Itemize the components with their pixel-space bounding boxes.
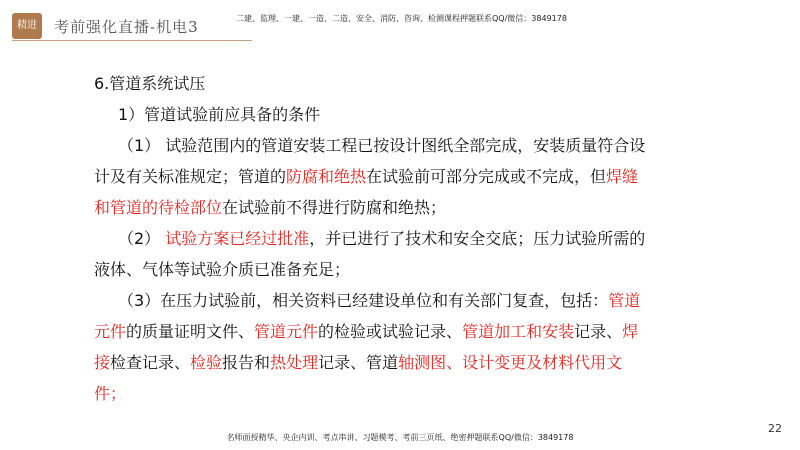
section-title: 6.管道系统试压: [94, 74, 206, 93]
condition-item-2: [94, 223, 654, 285]
item3-highlight-3: 管道加工和安装: [462, 322, 575, 341]
subsection-title: 1）管道试验前应具备的条件: [118, 105, 321, 124]
item2-text-1: （2）: [118, 229, 166, 248]
item1-highlight-2: 焊缝和管道的待检部位: [94, 167, 639, 217]
footer-promo-text: 名师面授精华、央企内训、考点串讲、习题模考、考前三页纸、绝密押题联系QQ/微信：3849178: [226, 433, 574, 442]
item1-text-3: 在试验前不得进行防腐和绝热；: [222, 198, 447, 217]
item3-text-3: 的检验或试验记录、: [318, 322, 463, 341]
item3-highlight-2: 管道元件: [254, 322, 319, 341]
item1-text-1: （1） 试验范围内的管道安装工程已按设计图纸全部完成，安装质量符合设计及有关标准规定；管道的: [94, 136, 646, 186]
condition-item-3: [94, 285, 654, 409]
condition-item-1: [94, 130, 654, 223]
item3-text-2: 的质量证明文件、: [126, 322, 255, 341]
header-promo-text: 二建、监理、一建、一造、二造、安全、消防、咨询、检测课程押题联系QQ/微信：3849178: [236, 14, 567, 23]
header-divider: [12, 40, 252, 41]
item2-text-2: ，并已进行了技术和安全交底；压力试验所需的液体、气体等试验介质已准备充足；: [94, 229, 646, 279]
item1-text-2: 在试验前可部分完成或不完成，但: [366, 167, 607, 186]
page-number: 22: [768, 422, 782, 435]
item3-highlight-1: 管道元件: [94, 291, 641, 341]
item3-highlight-5: 检验: [190, 353, 223, 372]
item3-highlight-6: 热处理: [270, 353, 319, 372]
item2-highlight-1: 试验方案已经过批准: [165, 229, 310, 248]
logo-badge: 精进: [12, 13, 42, 39]
item3-text-1: （3）在压力试验前，相关资料已经建设单位和有关部门复查，包括：: [118, 291, 609, 310]
item3-text-6: 报告和: [222, 353, 271, 372]
item3-text-5: 检查记录、: [110, 353, 191, 372]
item3-highlight-7: 轴测图、设计变更及材料代用文件；: [94, 353, 623, 403]
item1-highlight-1: 防腐和绝热: [286, 167, 367, 186]
item3-text-7: 记录、管道: [318, 353, 399, 372]
item3-text-4: 记录、: [574, 322, 623, 341]
course-title: 考前强化直播-机电3: [54, 18, 199, 36]
slide-header: [0, 0, 800, 40]
slide-body: [94, 68, 654, 409]
item3-highlight-4: 焊接: [94, 322, 639, 372]
